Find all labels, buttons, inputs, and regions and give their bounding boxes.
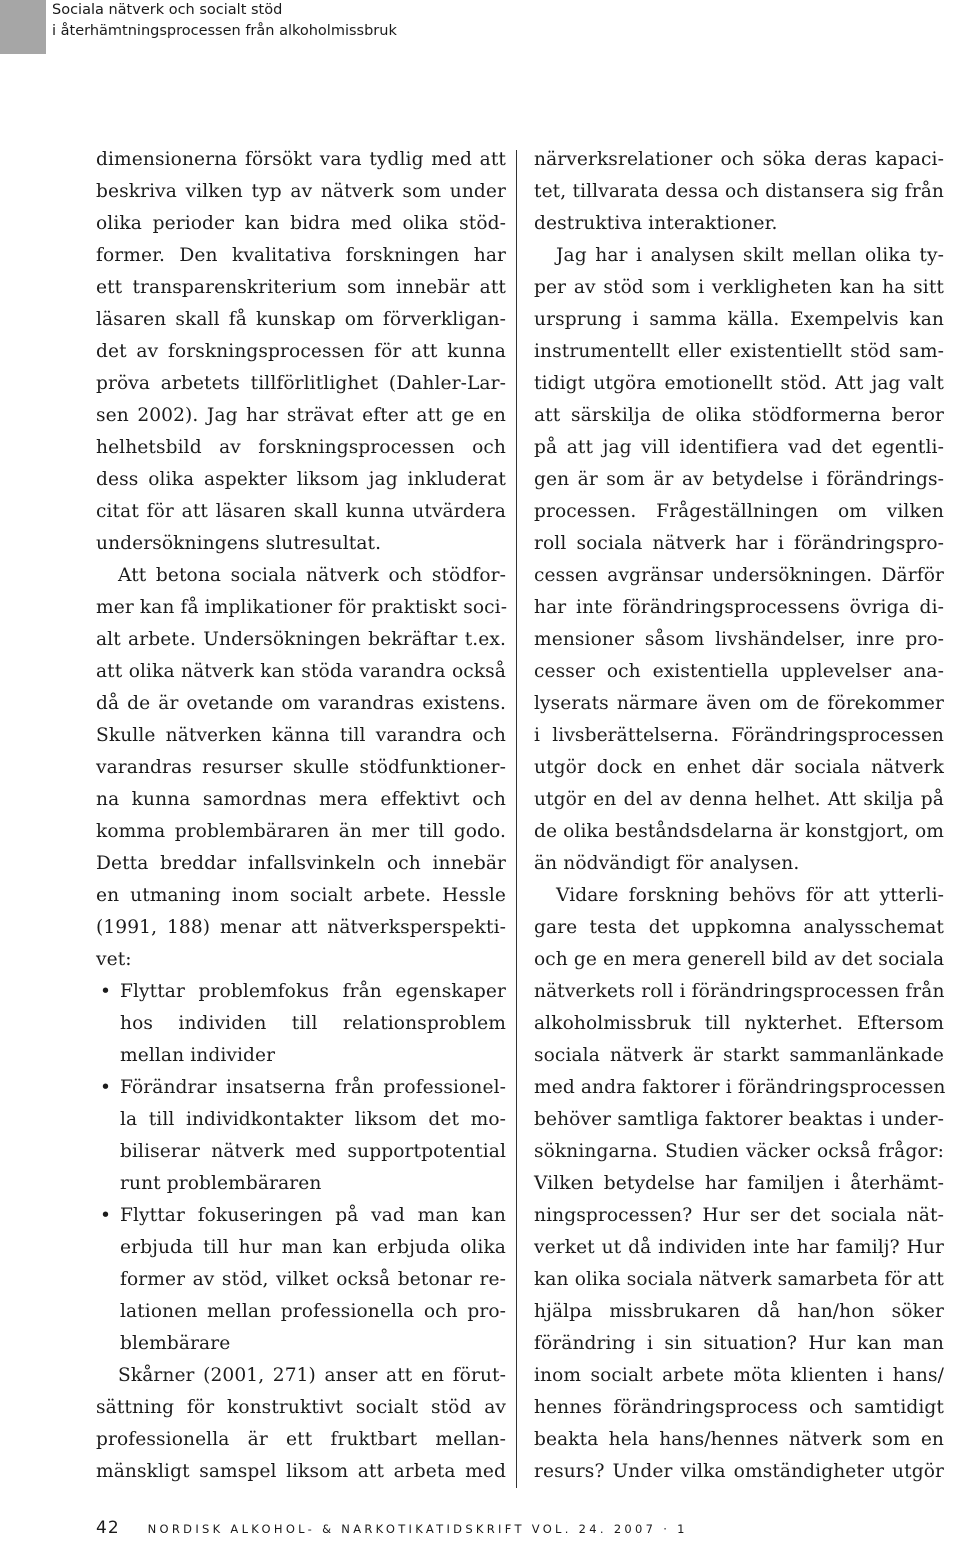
left-column-text-line: lationen mellan professionella och pro- [120, 1301, 506, 1322]
left-column-text-line: Skårner (2001, 271) anser att en förut- [118, 1365, 506, 1386]
right-column-text-line: behöver samtliga faktorer beaktas i under- [534, 1109, 944, 1130]
left-column-text-line: mänskligt samspel liksom att arbeta med [96, 1461, 506, 1482]
bullet-icon: • [100, 1077, 112, 1098]
left-column-text-line: Att betona sociala nätverk och stödfor- [118, 565, 506, 586]
journal-name: NORDISK ALKOHOL- & NARKOTIKATIDSKRIFT VOL. 24. 2007 · 1 [147, 1522, 688, 1536]
right-column-text-line: cessen avgränsar undersökningen. Därför [534, 565, 944, 586]
left-column-text-line: dess olika aspekter liksom jag inkluderat [96, 469, 506, 490]
right-column-text-line: ningsprocessen? Hur ser det sociala nät- [534, 1205, 944, 1226]
right-column-text-line: Vilken betydelse har familjen i återhämt- [534, 1173, 944, 1194]
bullet-icon: • [100, 1205, 112, 1226]
right-column-text-line: närverksrelationer och söka deras kapaci- [534, 149, 944, 170]
right-column-text-line: på att jag vill identifiera vad det egentli- [534, 437, 944, 458]
right-column-text-line: gare testa det uppkomna analysschemat [534, 917, 944, 938]
left-column-text-line: läsaren skall få kunskap om förverkligan- [96, 309, 506, 330]
left-column-text-line: då de är ovetande om varandras existens. [96, 693, 506, 714]
left-column-text-line: beskriva vilken typ av nätverk som under [96, 181, 506, 202]
right-column-text-line: roll sociala nätverk har i förändringspro- [534, 533, 944, 554]
right-column-text-line: inom socialt arbete möta klienten i hans/ [534, 1365, 944, 1386]
left-column-text-line: helhetsbild av forskningsprocessen och [96, 437, 506, 458]
left-column-text-line: sättning för konstruktivt socialt stöd av [96, 1397, 506, 1418]
right-column-text-line: hennes förändringsprocess och samtidigt [534, 1397, 944, 1418]
running-header-line-1: Sociala nätverk och socialt stöd [52, 2, 283, 18]
right-column-text-line: utgör en del av denna helhet. Att skilja på [534, 789, 944, 810]
right-column-text-line: att särskilja de olika stödformerna beror [534, 405, 944, 426]
right-column-text-line: beakta hela hans/hennes nätverk som en [534, 1429, 944, 1450]
right-column [534, 144, 944, 1488]
right-column-text-line: utgör dock en enhet där sociala nätverk [534, 757, 944, 778]
left-column-text-line: la till individkontakter liksom det mo- [120, 1109, 506, 1130]
left-column-text-line: runt problembäraren [120, 1173, 322, 1194]
right-column-text-line: alkoholmissbruk till nykterhet. Eftersom [534, 1013, 944, 1034]
right-column-text-line: mensioner såsom livshändelser, inre pro- [534, 629, 944, 650]
running-header-line-2: i återhämtningsprocessen från alkoholmissbruk [52, 23, 397, 39]
right-column-text-line: resurs? Under vilka omständigheter utgör [534, 1461, 944, 1482]
page-footer [96, 1518, 688, 1542]
left-column-text-line: • Förändrar insatserna från professionel- [96, 1072, 506, 1104]
left-column-text-line: • Flyttar fokuseringen på vad man kan [96, 1200, 506, 1232]
right-column-text-line: förändring i sin situation? Hur kan man [534, 1333, 944, 1354]
right-column-text-line: cesser och existentiella upplevelser ana- [534, 661, 944, 682]
running-header [52, 0, 397, 42]
left-column-text-line: hos individen till relationsproblem [120, 1013, 506, 1034]
right-column-text-line: Vidare forskning behövs för att ytterli- [556, 885, 944, 906]
page-number: 42 [96, 1518, 120, 1538]
left-column-text-line: att olika nätverk kan stöda varandra också [96, 661, 506, 682]
right-column-text-line: i livsberättelserna. Förändringsprocessen [534, 725, 944, 746]
left-column-text-line: Skulle nätverken känna till varandra och [96, 725, 506, 746]
right-column-text-line: destruktiva interaktioner. [534, 213, 778, 234]
left-column-text-line: (1991, 188) menar att nätverksperspekti- [96, 917, 506, 938]
right-column-text-line: tidigt utgöra emotionellt stöd. Att jag valt [534, 373, 944, 394]
left-column [96, 144, 506, 1488]
bullet-icon: • [100, 981, 112, 1002]
right-column-text-line: sökningarna. Studien väcker också frågor: [534, 1141, 944, 1162]
left-column-text-line: dimensionerna försökt vara tydlig med att [96, 149, 506, 170]
left-column-text-line: • Flyttar problemfokus från egenskaper [96, 976, 506, 1008]
left-column-text-line: mer kan få implikationer för praktiskt soci- [96, 597, 508, 618]
left-column-text-line: ett transparenskriterium som innebär att [96, 277, 506, 298]
right-column-text-line: har inte förändringsprocessens övriga di- [534, 597, 944, 618]
right-column-text-line: lyserats närmare även om de förekommer [534, 693, 944, 714]
left-column-text-line: vet: [96, 949, 132, 970]
right-column-text-line: instrumentellt eller existentiellt stöd sam- [534, 341, 944, 362]
right-column-text-line: än nödvändigt för analysen. [534, 853, 800, 874]
left-column-text-line: pröva arbetets tillförlitlighet (Dahler-Lar- [96, 373, 506, 394]
right-column-text-line: tet, tillvarata dessa och distansera sig från [534, 181, 944, 202]
left-column-text-line: en utmaning inom socialt arbete. Hessle [96, 885, 506, 906]
right-column-text-line: gen är som är av betydelse i förändrings- [534, 469, 944, 490]
left-column-text-line: mellan individer [120, 1045, 276, 1066]
right-column-text-line: ursprung i samma källa. Exempelvis kan [534, 309, 944, 330]
left-column-text-line: former. Den kvalitativa forskningen har [96, 245, 506, 266]
right-column-text-line: verket ut då individen inte har familj? Hur [534, 1237, 944, 1258]
right-column-text-line: Jag har i analysen skilt mellan olika ty- [556, 245, 944, 266]
left-column-text-line: det av forskningsprocessen för att kunna [96, 341, 506, 362]
header-grey-box [0, 0, 46, 54]
left-column-text-line: alt arbete. Undersökningen bekräftar t.ex. [96, 629, 506, 650]
left-column-text-line: undersökningens slutresultat. [96, 533, 382, 554]
left-column-text-line: professionella är ett fruktbart mellan- [96, 1429, 506, 1450]
right-column-text-line: och ge en mera generell bild av det sociala [534, 949, 945, 970]
left-column-text-line: na kunna samordnas mera effektivt och [96, 789, 506, 810]
right-column-text-line: de olika beståndsdelarna är konstgjort, om [534, 821, 944, 842]
left-column-text-line: komma problembäraren än mer till godo. [96, 821, 506, 842]
right-column-text-line: sociala nätverk är starkt sammanlänkade [534, 1045, 944, 1066]
left-column-text-line: biliserar nätverk med supportpotential [120, 1141, 506, 1162]
left-column-text-line: Detta breddar infallsvinkeln och innebär [96, 853, 506, 874]
left-column-text-line: citat för att läsaren skall kunna utvärdera [96, 501, 506, 522]
left-column-text-line: former av stöd, vilket också betonar re- [120, 1269, 506, 1290]
left-column-text-line: varandras resurser skulle stödfunktioner- [96, 757, 506, 778]
left-column-text-line: olika perioder kan bidra med olika stöd- [96, 213, 506, 234]
right-column-text-line: processen. Frågeställningen om vilken [534, 501, 944, 522]
right-column-text-line: kan olika sociala nätverk samarbeta för att [534, 1269, 944, 1290]
left-column-text-line: blembärare [120, 1333, 231, 1354]
right-column-text-line: per av stöd som i verkligheten kan ha sitt [534, 277, 944, 298]
right-column-text-line: nätverkets roll i förändringsprocessen från [534, 981, 945, 1002]
left-column-text-line: sen 2002). Jag har strävat efter att ge en [96, 405, 506, 426]
left-column-text-line: erbjuda till hur man kan erbjuda olika [120, 1237, 506, 1258]
right-column-text-line: hjälpa missbrukaren då han/hon söker [534, 1301, 944, 1322]
right-column-text-line: med andra faktorer i förändringsprocessen [534, 1077, 946, 1098]
column-divider [516, 150, 517, 1488]
